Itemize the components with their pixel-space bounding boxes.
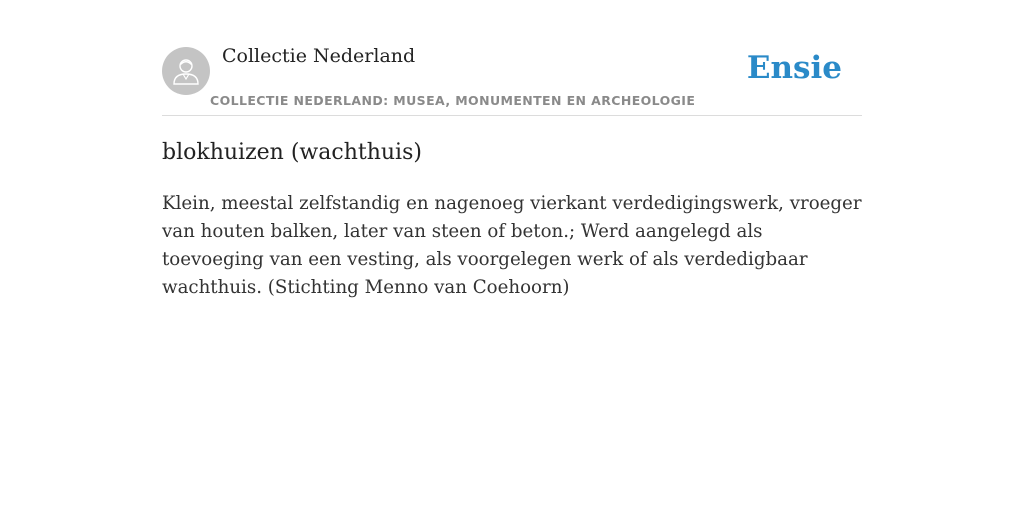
entry-header — [162, 40, 862, 116]
author-name[interactable]: Collectie Nederland — [222, 45, 416, 67]
brand-logo[interactable]: Ensie — [746, 50, 842, 86]
source-label[interactable]: COLLECTIE NEDERLAND: MUSEA, MONUMENTEN EN ARCHEOLOGIE — [210, 93, 696, 108]
entry-title: blokhuizen (wachthuis) — [162, 140, 422, 165]
avatar — [162, 47, 210, 95]
entry-definition: Klein, meestal zelfstandig en nagenoeg vierkant verdedigingswerk, vroeger van houten balken, later van steen of beton.; Werd aangelegd als toevoeging van een vesting, als voorgelegen werk of als verdedigbaar wachthuis. (Stichting Menno van Coehoorn) — [162, 193, 862, 298]
entry-card — [162, 40, 862, 302]
user-icon — [171, 56, 201, 86]
